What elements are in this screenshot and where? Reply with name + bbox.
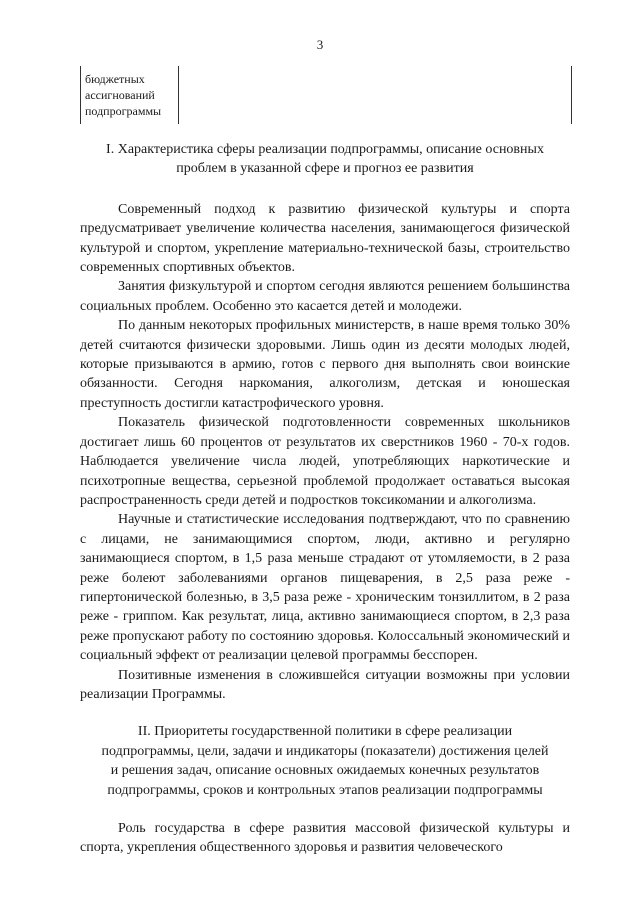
table-cell-line: бюджетных — [85, 72, 145, 86]
paragraph: Роль государства в сфере развития массовой физической культуры и спорта, укрепления общественного здоровья и развития человеческого — [80, 821, 570, 856]
paragraph: Показатель физической подготовленности современных школьников достигает лишь 60 процентов от результатов их сверстников 1960 - 70-х годов. Наблюдается увеличение числа людей, употребляющих наркотические и психотропные вещества, серьезной проблемой продолжает оставаться высокая распространенность среди детей и подростков токсикомании и алкоголизма. — [80, 415, 570, 508]
table-cell-line: подпрограммы — [85, 104, 162, 118]
table-column-divider — [178, 66, 179, 124]
paragraph: Современный подход к развитию физической культуры и спорта предусматривает увеличение количества населения, занимающегося физической культурой и спортом, укрепление материально-технической базы, строительство современных спортивных объектов. — [80, 201, 570, 276]
document-body — [80, 140, 570, 858]
paragraph: По данным некоторых профильных министерств, в наше время только 30% детей считаются физически здоровыми. Лишь один из десяти молодых людей, которые призываются в армию, готов с первого дня выполнять свои воинские обязанности. Сегодня наркомания, алкоголизм, детская и юношеская преступность достигли катастрофического уровня. — [80, 318, 570, 411]
paragraph: Занятия физкультурой и спортом сегодня являются решением большинства социальных проблем. Особенно это касается детей и молодежи. — [80, 279, 570, 314]
table-cell-line: ассигнований — [85, 88, 155, 102]
table-cell-label — [85, 71, 161, 119]
table-fragment — [80, 66, 572, 124]
paragraph: Позитивные изменения в сложившейся ситуации возможны при условии реализации Программы. — [80, 667, 570, 702]
page-number: 3 — [316, 37, 324, 52]
section-heading: II. Приоритеты государственной политики в сфере реализации подпрограммы, цели, задачи и индикаторы (показатели) достижения целей и решения задач, описание основных ожидаемых конечных результатов подпрограммы, сроков и контрольных этапов реализации подпрограммы — [101, 724, 549, 798]
paragraph: Научные и статистические исследования подтверждают, что по сравнению с лицами, не занимающимися спортом, люди, активно и регулярно занимающиеся спортом, в 1,5 раза меньше страдают от утомляемости, в 2 раза реже болеют заболеваниями органов пищеварения, в 2,5 раза реже - гипертонической болезнью, в 3,5 раза реже - хроническим тонзиллитом, в 2 раза реже - гриппом. Как результат, лица, активно занимающиеся спортом, в 2,3 раза реже пропускают работу по состоянию здоровья. Колоссальный экономический и социальный эффект от реализации целевой программы бесспорен. — [80, 512, 570, 664]
section-heading: I. Характеристика сферы реализации подпрограммы, описание основных проблем в указанной сфере и прогноз ее развития — [106, 142, 544, 177]
